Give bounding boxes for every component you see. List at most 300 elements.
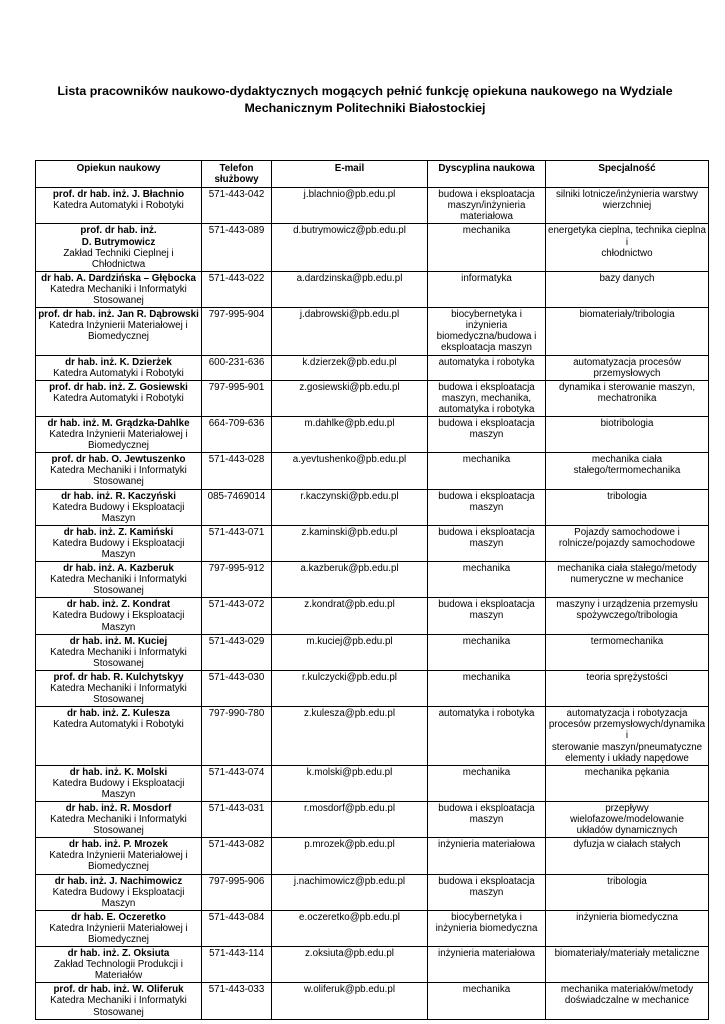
discipline-line: budowa i eksploatacja [438,490,535,502]
discipline-line: mechanika [462,454,511,466]
discipline-line: mechanika [462,766,511,778]
discipline [430,527,543,549]
supervisor-name [38,912,199,923]
discipline-cell [428,765,546,801]
phone-cell: 797-990-780 [202,707,272,765]
email-cell: m.dahlke@pb.edu.pl [272,416,428,452]
supervisor-name [38,491,199,502]
supervisor-cell [36,188,202,224]
department-line: Katedra Mechaniki i Informatyki [50,574,187,586]
department-line: Biomedycznej [88,934,149,945]
discipline [430,876,543,898]
specialty-line: mechatronika [597,392,657,404]
specialty-cell [546,947,709,983]
supervisor-cell [36,562,202,598]
specialty [548,803,706,836]
phone-cell: 571-443-033 [202,983,272,1019]
header-discipline: Dyscyplina naukowa [428,161,546,188]
table-row [36,983,709,1019]
discipline [430,418,543,440]
specialty-line: mechanika ciała stałego/metody [557,563,697,575]
specialty [548,876,706,887]
department [38,320,199,342]
department-line: Katedra Automatyki i Robotyki [53,392,184,404]
table-row [36,634,709,670]
specialty-line: spożywczego/tribologia [576,610,678,622]
table-row [36,874,709,910]
table-row [36,670,709,706]
department-line: Katedra Automatyki i Robotyki [53,719,184,731]
department [38,284,199,306]
department-line: Stosowanej [93,657,144,669]
specialty-cell [546,801,709,837]
email-cell: w.oliferuk@pb.edu.pl [272,983,428,1019]
discipline-cell [428,983,546,1019]
supervisor-cell [36,224,202,271]
department [38,887,199,909]
supervisor-cell [36,416,202,452]
header-phone: Telefon służbowy [202,161,272,188]
specialty [548,357,706,379]
email-cell: m.kuciej@pb.edu.pl [272,634,428,670]
discipline-line: maszyn [469,814,504,826]
specialty-line: przepływy wielofazowe/modelowanie [570,802,684,826]
supervisor-name-line: dr hab. inż. K. Dzierżek [65,356,172,368]
phone-cell: 571-443-082 [202,838,272,874]
supervisor-cell [36,525,202,561]
specialty [548,382,706,404]
department-line: Materiałów [94,970,143,982]
email-cell: z.oksiuta@pb.edu.pl [272,947,428,983]
phone-cell: 797-995-904 [202,308,272,355]
department [38,429,199,451]
phone-cell: 797-995-901 [202,380,272,416]
phone-cell: 571-443-031 [202,801,272,837]
department-line: Stosowanej [93,825,144,837]
supervisor-name-line: prof. dr hab. R. Kulchytskyy [53,671,184,683]
supervisor-name [38,454,199,465]
discipline [430,767,543,778]
phone-cell: 571-443-074 [202,765,272,801]
specialty-line: inżynieria biomedyczna [576,911,678,923]
discipline [430,984,543,995]
department-line: Katedra Inżynierii Materiałowej i [49,429,188,441]
discipline-line: materiałowa [460,211,513,223]
discipline-line: automatyka i robotyka [438,708,535,720]
supervisor-name [38,418,199,429]
department-line: Katedra Automatyki i Robotyki [53,367,184,379]
supervisor-cell [36,670,202,706]
table-row [36,416,709,452]
discipline-line: maszyn [469,537,504,549]
phone-cell: 571-443-072 [202,598,272,634]
email-cell: r.mosdorf@pb.edu.pl [272,801,428,837]
supervisor-cell [36,271,202,307]
specialty [548,527,706,549]
specialty [548,225,706,258]
department-line: Katedra Budowy i Eksploatacji Maszyn [52,777,185,800]
supervisor-cell [36,634,202,670]
supervisor-name [38,599,199,610]
specialty-cell [546,416,709,452]
specialty-cell [546,224,709,271]
discipline [430,491,543,513]
discipline-line: maszyn/inżynieria [447,200,526,212]
department-line: Katedra Mechaniki i Informatyki [50,995,187,1007]
phone-cell: 571-443-114 [202,947,272,983]
supervisor-cell [36,453,202,489]
discipline-line: budowa i eksploatacja [438,599,535,611]
specialty-cell [546,670,709,706]
discipline-cell [428,838,546,874]
specialty-line: stałego/termomechanika [573,465,681,477]
specialty [548,636,706,647]
specialty-line: chłodnictwo [601,247,653,259]
supervisor-name-line: dr hab. inż. Z. Kondrat [66,599,171,611]
email-cell: a.kazberuk@pb.edu.pl [272,562,428,598]
table-row [36,380,709,416]
discipline-line: inżynieria materiałowa [438,948,535,960]
supervisor-cell [36,801,202,837]
discipline-cell [428,308,546,355]
specialty [548,309,706,320]
department-line: Katedra Mechaniki i Informatyki [50,646,187,658]
specialty-cell [546,838,709,874]
discipline-line: maszyn [469,501,504,513]
department-line: Katedra Mechaniki i Informatyki [50,283,187,295]
discipline-line: biocybernetyka i [451,911,522,923]
supervisor-name-line: dr hab. inż. M. Kuciej [69,635,168,647]
supervisor-cell [36,380,202,416]
table-row [36,224,709,271]
discipline [430,948,543,959]
table-row [36,489,709,525]
specialty-line: numeryczne w mechanice [570,574,684,586]
specialty-cell [546,489,709,525]
supervisor-name [38,839,199,850]
supervisor-name-line: dr hab. E. Oczeretko [71,911,166,923]
table-row [36,838,709,874]
discipline-cell [428,489,546,525]
specialty [548,984,706,1006]
discipline-cell [428,947,546,983]
discipline-line: biomedyczna/budowa i [436,331,537,343]
supervisor-cell [36,910,202,946]
department-line: Katedra Inżynierii Materiałowej i [49,922,188,934]
header-supervisor: Opiekun naukowy [36,161,202,188]
specialty [548,948,706,959]
department-line: Katedra Automatyki i Robotyki [53,200,184,212]
supervisor-cell [36,765,202,801]
discipline [430,839,543,850]
supervisor-name [38,767,199,778]
discipline-line: mechanika [462,984,511,996]
discipline-line: budowa i eksploatacja [438,417,535,429]
discipline-cell [428,910,546,946]
department [38,719,199,730]
email-cell: k.dzierzek@pb.edu.pl [272,355,428,380]
specialty-cell [546,525,709,561]
phone-cell: 571-443-089 [202,224,272,271]
department [38,959,199,981]
discipline-cell [428,416,546,452]
phone-cell: 571-443-030 [202,670,272,706]
department-line: Stosowanej [93,694,144,706]
discipline [430,708,543,719]
table-row [36,562,709,598]
department-line: Katedra Mechaniki i Informatyki [50,683,187,695]
department-line: Katedra Budowy i Eksploatacji Maszyn [52,610,185,633]
specialty-cell [546,308,709,355]
discipline-line: eksploatacja maszyn [441,342,532,354]
specialty-line: termomechanika [590,635,664,647]
department [38,368,199,379]
specialty-line: procesów przemysłowych/dynamika i [548,719,706,742]
department [38,502,199,524]
discipline [430,803,543,825]
discipline-line: budowa i eksploatacja [438,875,535,887]
supervisor-name [38,803,199,814]
department [38,683,199,705]
supervisor-cell [36,598,202,634]
discipline-cell [428,707,546,765]
supervisor-name-line: dr hab. A. Dardzińska – Głębocka [41,272,196,284]
discipline-line: maszyn [469,429,504,441]
discipline-cell [428,380,546,416]
supervisor-name-line: prof. dr hab. inż. Z. Gosiewski [49,381,188,393]
specialty-line: doświadczalne w mechanice [564,995,690,1007]
table-row [36,355,709,380]
specialty-cell [546,453,709,489]
department-line: Katedra Budowy i Eksploatacji Maszyn [52,501,185,524]
discipline [430,189,543,222]
department-line: Biomedycznej [88,331,149,343]
discipline-line: budowa i eksploatacja [438,526,535,538]
specialty [548,563,706,585]
supervisor-name [38,876,199,887]
specialty-line: maszyny i urządzenia przemysłu [556,599,698,611]
specialty-line: układów dynamicznych [576,825,678,837]
email-cell: k.molski@pb.edu.pl [272,765,428,801]
specialty-cell [546,874,709,910]
supervisor-name [38,563,199,574]
phone-cell: 571-443-071 [202,525,272,561]
header-email: E-mail [272,161,428,188]
table-row [36,947,709,983]
specialty-line: elementy i układy napędowe [565,752,689,764]
email-cell: j.nachimowicz@pb.edu.pl [272,874,428,910]
specialty-line: automatyzacja procesów [573,356,681,368]
supervisor-name [38,189,199,200]
discipline-line: automatyka i robotyka [438,356,535,368]
specialty-line: tribologia [607,875,647,887]
discipline-cell [428,224,546,271]
department-line: Stosowanej [93,1006,144,1018]
supervisor-cell [36,308,202,355]
phone-cell: 571-443-028 [202,453,272,489]
discipline [430,273,543,284]
email-cell: j.dabrowski@pb.edu.pl [272,308,428,355]
discipline-line: maszyn [469,610,504,622]
specialty-line: biomateriały/materiały metaliczne [554,948,700,960]
specialty [548,767,706,778]
specialty-cell [546,188,709,224]
email-cell: a.yevtushenko@pb.edu.pl [272,453,428,489]
discipline [430,382,543,415]
specialty-cell [546,271,709,307]
department-line: Zakład Techniki Cieplnej i Chłodnictwa [63,247,174,270]
discipline [430,672,543,683]
supervisor-name [38,984,199,995]
email-cell: p.mrozek@pb.edu.pl [272,838,428,874]
phone-cell: 085-7469014 [202,489,272,525]
discipline-line: inżynieria biomedyczna [435,922,538,934]
specialty-line: automatyzacja i robotyzacja [566,708,688,720]
supervisor-name-line: prof. dr hab. O. Jewtuszenko [51,454,186,466]
department-line: Zakład Technologii Produkcji i [54,959,183,971]
specialty [548,189,706,211]
discipline-line: maszyn, mechanika, [441,392,532,404]
document-title [40,83,690,117]
title-line-2: Mechanicznym Politechniki Białostockiej [244,101,486,115]
specialty-line: Pojazdy samochodowe i [574,526,680,538]
department-line: Katedra Budowy i Eksploatacji Maszyn [52,537,185,560]
email-cell: z.kulesza@pb.edu.pl [272,707,428,765]
discipline-cell [428,188,546,224]
table-row [36,271,709,307]
email-cell: z.kaminski@pb.edu.pl [272,525,428,561]
supervisor-name-line: dr hab. inż. R. Mosdorf [65,802,172,814]
specialty [548,454,706,476]
email-cell: d.butrymowicz@pb.edu.pl [272,224,428,271]
specialty-cell [546,707,709,765]
title-line-1: Lista pracowników naukowo-dydaktycznych mogących pełnić funkcję opiekuna naukowego na Wydziale [57,84,673,98]
specialty-cell [546,634,709,670]
discipline-line: informatyka [461,272,512,284]
supervisor-name-line: prof. dr hab. inż. J. Błachnio [52,189,185,201]
department-line: Stosowanej [93,585,144,597]
supervisor-name [38,357,199,368]
supervisor-name [38,382,199,393]
supervisor-name [38,309,199,320]
specialty-line: energetyka cieplna, technika cieplna i [548,225,706,248]
specialty [548,599,706,621]
supervisor-name-line: dr hab. inż. A. Kazberuk [63,563,174,575]
department [38,393,199,404]
discipline-line: mechanika [462,225,511,237]
specialty-cell [546,598,709,634]
email-cell: j.blachnio@pb.edu.pl [272,188,428,224]
table-row [36,525,709,561]
discipline-line: budowa i eksploatacja [438,189,535,201]
discipline-line: biocybernetyka i [451,309,522,321]
phone-cell: 571-443-042 [202,188,272,224]
department [38,995,199,1017]
discipline [430,563,543,574]
discipline-cell [428,271,546,307]
table-row [36,188,709,224]
supervisor-cell [36,707,202,765]
discipline-line: inżynieria [465,320,508,332]
specialty [548,839,706,850]
discipline-cell [428,874,546,910]
specialty-line: teoria sprężystości [586,671,668,683]
department-line: Katedra Mechaniki i Informatyki [50,465,187,477]
discipline [430,636,543,647]
table-row [36,707,709,765]
supervisor-name-line: dr hab. inż. J. Nachimowicz [54,875,183,887]
header-specialty: Specjalność [546,161,709,188]
supervisor-name-line: prof. dr hab. inż. W. Oliferuk [53,984,184,996]
discipline-line: budowa i eksploatacja [438,802,535,814]
supervisor-name [38,636,199,647]
supervisor-name-line: dr hab. inż. P. Mrozek [69,839,168,851]
table-row [36,801,709,837]
specialty-line: tribologia [607,490,647,502]
department [38,647,199,669]
email-cell: z.kondrat@pb.edu.pl [272,598,428,634]
specialty [548,672,706,683]
department-line: Katedra Inżynierii Materiałowej i [49,850,188,862]
department [38,923,199,945]
specialty-line: silniki lotnicze/inżynieria warstwy [555,189,699,201]
phone-cell: 571-443-084 [202,910,272,946]
department [38,248,199,270]
supervisor-name-line: prof. dr hab. inż. Jan R. Dąbrowski [38,309,199,321]
specialty-line: rolnicze/pojazdy samochodowe [558,537,696,549]
discipline [430,912,543,934]
department [38,850,199,872]
phone-cell: 797-995-906 [202,874,272,910]
discipline-line: mechanika [462,671,511,683]
specialty-line: wierzchniej [602,200,652,212]
supervisor-name [38,672,199,683]
department [38,574,199,596]
table-header-row [36,161,709,188]
discipline-line: mechanika [462,635,511,647]
supervisor-cell [36,489,202,525]
discipline-line: automatyka i robotyka [438,403,535,415]
specialty-line: biomateriały/tribologia [579,309,675,321]
specialty-line: bazy danych [599,272,655,284]
specialty-line: mechanika pękania [584,766,670,778]
supervisor-name [38,708,199,719]
discipline-cell [428,598,546,634]
phone-cell: 571-443-029 [202,634,272,670]
email-cell: r.kaczynski@pb.edu.pl [272,489,428,525]
discipline [430,454,543,465]
specialty-cell [546,910,709,946]
department [38,538,199,560]
phone-cell: 797-995-912 [202,562,272,598]
table-row [36,765,709,801]
department [38,200,199,211]
specialty-line: mechanika ciała [591,454,663,466]
supervisor-name [38,273,199,284]
supervisors-table [35,160,709,1020]
department-line: Katedra Budowy i Eksploatacji Maszyn [52,886,185,909]
discipline-cell [428,801,546,837]
table-row [36,598,709,634]
discipline-line: mechanika [462,563,511,575]
department [38,465,199,487]
specialty [548,912,706,923]
table-row [36,453,709,489]
supervisor-name [38,225,199,247]
supervisor-name-line: prof. dr hab. inż. [80,225,157,237]
specialty-line: przemysłowych [593,367,661,379]
department-line: Katedra Inżynierii Materiałowej i [49,320,188,332]
